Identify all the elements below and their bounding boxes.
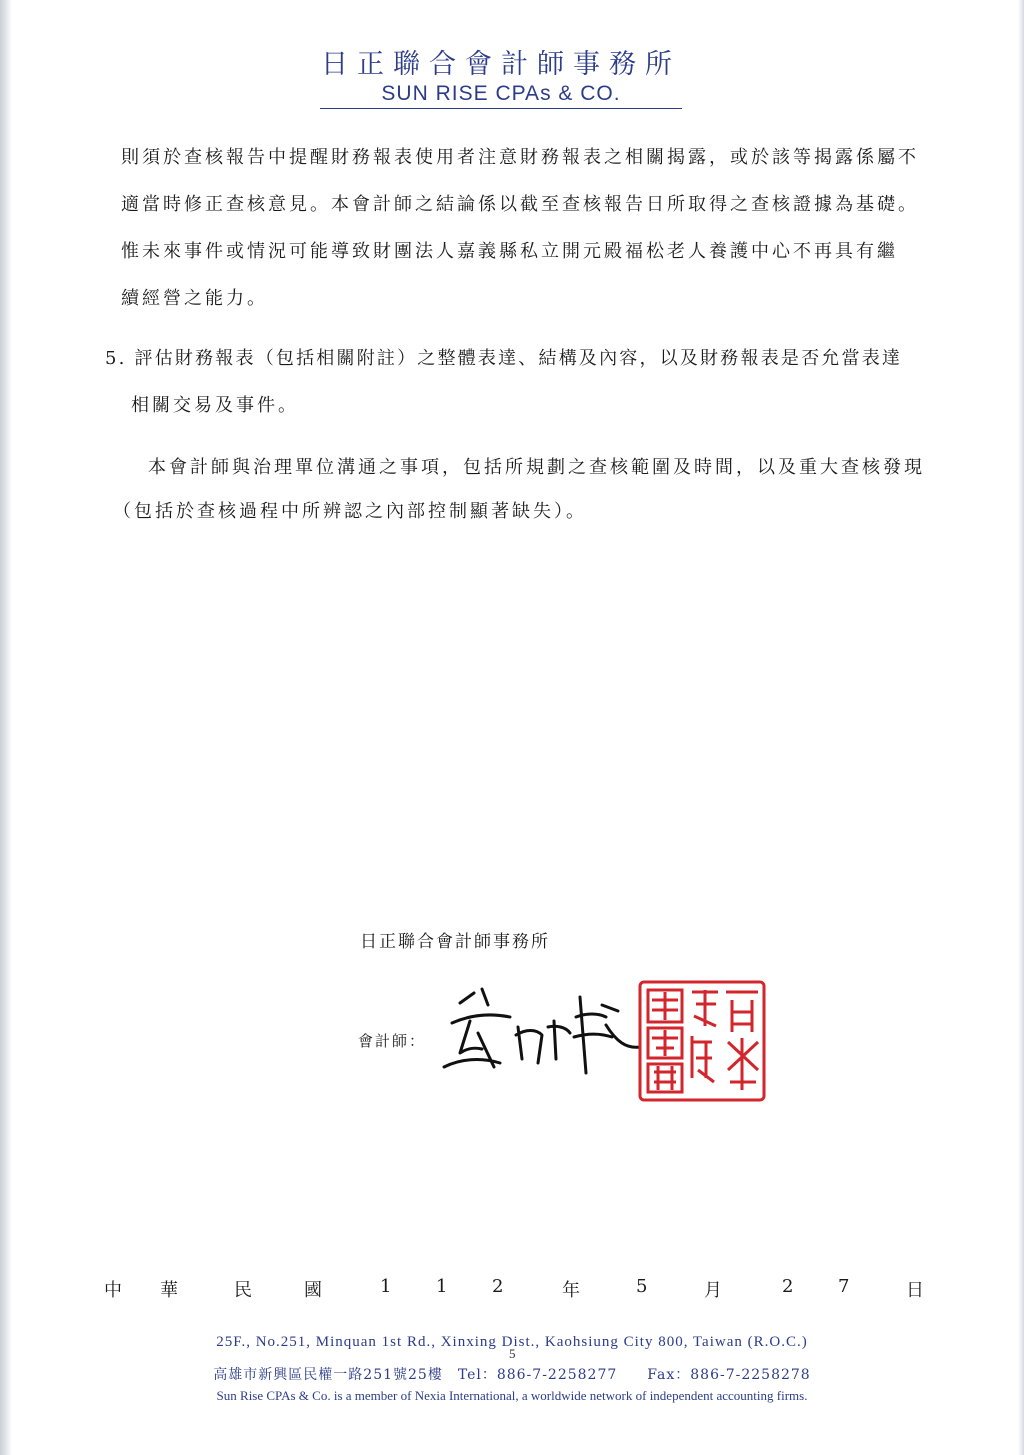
footer-address-english: 25F., No.251, Minquan 1st Rd., Xinxing Dist., Kaohsiung City 800, Taiwan (R.O.C.) — [216, 1334, 808, 1350]
date-digit: 2 — [492, 1276, 504, 1297]
cpa-label: 會計師： — [358, 1032, 427, 1050]
date-digit: 1 — [436, 1276, 448, 1297]
item-5-line: 相關交易及事件。 — [131, 395, 299, 416]
letterhead — [320, 48, 682, 109]
firm-name-chinese: 日正聯合會計師事務所 — [321, 49, 681, 80]
scan-edge-right — [1018, 0, 1024, 1455]
item-5-line: 5. 評估財務報表（包括相關附註）之整體表達、結構及內容，以及財務報表是否允當表達 — [105, 348, 903, 369]
paragraph-line: 本會計師與治理單位溝通之事項，包括所規劃之查核範圍及時間，以及重大查核發現 — [148, 457, 925, 478]
page-number: 5 — [509, 1346, 516, 1361]
date-char: 華 — [160, 1280, 178, 1301]
scan-edge-left — [0, 0, 12, 1455]
paragraph-line: 惟未來事件或情況可能導致財團法人嘉義縣私立開元殿福松老人養護中心不再具有繼 — [121, 241, 898, 262]
date-char: 民 — [234, 1280, 252, 1301]
date-digit: 2 — [782, 1276, 794, 1297]
official-seal — [636, 978, 768, 1104]
date-char: 年 — [562, 1280, 580, 1301]
date-line — [104, 1276, 924, 1304]
letterhead-rule — [320, 108, 682, 109]
handwritten-signature — [430, 975, 650, 1085]
date-digit: 7 — [838, 1276, 850, 1297]
date-char: 國 — [304, 1280, 322, 1301]
date-char: 日 — [906, 1280, 924, 1301]
date-char: 月 — [704, 1280, 722, 1301]
paragraph-line: 續經營之能力。 — [121, 288, 268, 309]
paragraph-line: 適當時修正查核意見。本會計師之結論係以截至查核報告日所取得之查核證據為基礎。 — [121, 194, 919, 215]
signature-firm-name: 日正聯合會計師事務所 — [360, 932, 550, 952]
footer-member-note: Sun Rise CPAs & Co. is a member of Nexia International, a worldwide network of independent accounting firms. — [216, 1388, 808, 1403]
paragraph-line: （包括於查核過程中所辨認之內部控制顯著缺失）。 — [113, 501, 587, 522]
date-char: 中 — [104, 1280, 122, 1301]
date-digit: 1 — [380, 1276, 392, 1297]
paragraph-line: 則須於查核報告中提醒財務報表使用者注意財務報表之相關揭露，或於該等揭露係屬不 — [121, 147, 919, 168]
firm-name-english: SUN RISE CPAs & CO. — [381, 82, 621, 105]
date-digit: 5 — [636, 1276, 648, 1297]
footer-address-chinese: 高雄市新興區民權一路251號25樓 Tel：886-7-2258277 Fax：886-7-2258278 — [213, 1367, 811, 1383]
